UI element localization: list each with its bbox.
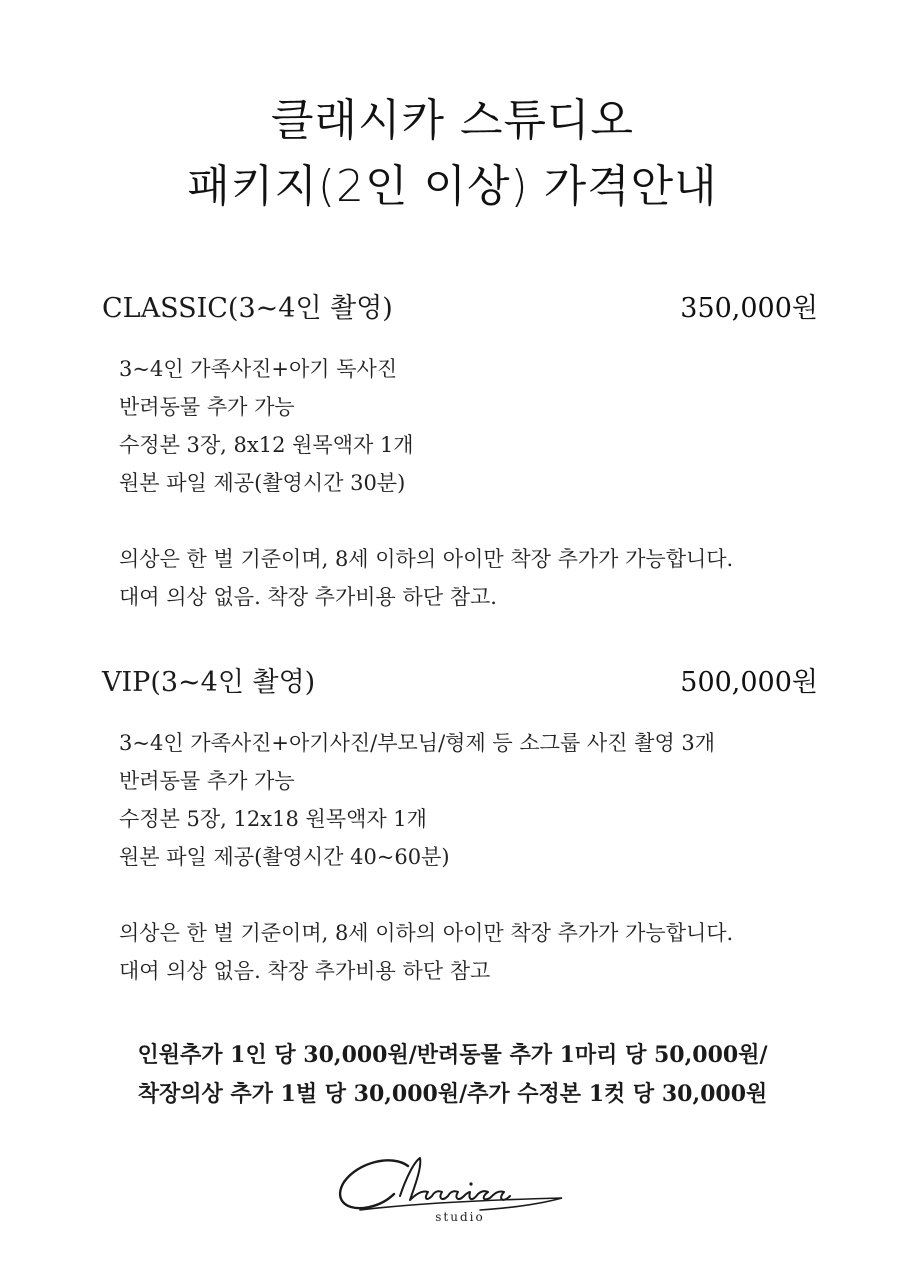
detail-line: 원본 파일 제공(촬영시간 30분)	[119, 471, 406, 495]
package-details-classic	[119, 350, 839, 616]
extra-fees-line-1: 인원추가 1인 당 30,000원/반려동물 추가 1마리 당 50,000원/	[137, 1042, 768, 1068]
extra-fees	[0, 1036, 905, 1114]
note-line: 대여 의상 없음. 착장 추가비용 하단 참고	[119, 959, 491, 983]
package-name: CLASSIC(3~4인 촬영)	[102, 293, 393, 324]
detail-line: 반려동물 추가 가능	[119, 769, 295, 793]
package-details-vip	[119, 724, 839, 990]
note-line: 의상은 한 벌 기준이며, 8세 이하의 아이만 착장 추가가 가능합니다.	[119, 547, 734, 571]
package-price: 350,000원	[680, 293, 818, 324]
detail-line: 3~4인 가족사진+아기사진/부모님/형제 등 소그룹 사진 촬영 3개	[119, 731, 716, 755]
detail-line: 원본 파일 제공(촬영시간 40~60분)	[119, 845, 450, 869]
detail-line: 3~4인 가족사진+아기 독사진	[119, 357, 398, 381]
logo-script-mark	[330, 1148, 580, 1238]
detail-line: 수정본 3장, 8x12 원목액자 1개	[119, 433, 414, 457]
page-title	[0, 88, 905, 220]
note-line: 의상은 한 벌 기준이며, 8세 이하의 아이만 착장 추가가 가능합니다.	[119, 921, 734, 945]
studio-logo	[330, 1148, 580, 1238]
note-line: 대여 의상 없음. 착장 추가비용 하단 참고.	[119, 585, 497, 609]
package-header-vip	[102, 663, 818, 703]
logo-subtitle: studio	[435, 1210, 485, 1224]
detail-line: 반려동물 추가 가능	[119, 395, 295, 419]
extra-fees-line-2: 착장의상 추가 1벌 당 30,000원/추가 수정본 1컷 당 30,000원	[137, 1081, 768, 1107]
detail-line: 수정본 5장, 12x18 원목액자 1개	[119, 807, 427, 831]
title-line-2: 패키지(2인 이상) 가격안내	[187, 161, 718, 212]
package-name: VIP(3~4인 촬영)	[102, 667, 316, 698]
title-line-1: 클래시카 스튜디오	[270, 95, 635, 146]
package-header-classic	[102, 289, 818, 329]
package-price: 500,000원	[680, 667, 818, 698]
